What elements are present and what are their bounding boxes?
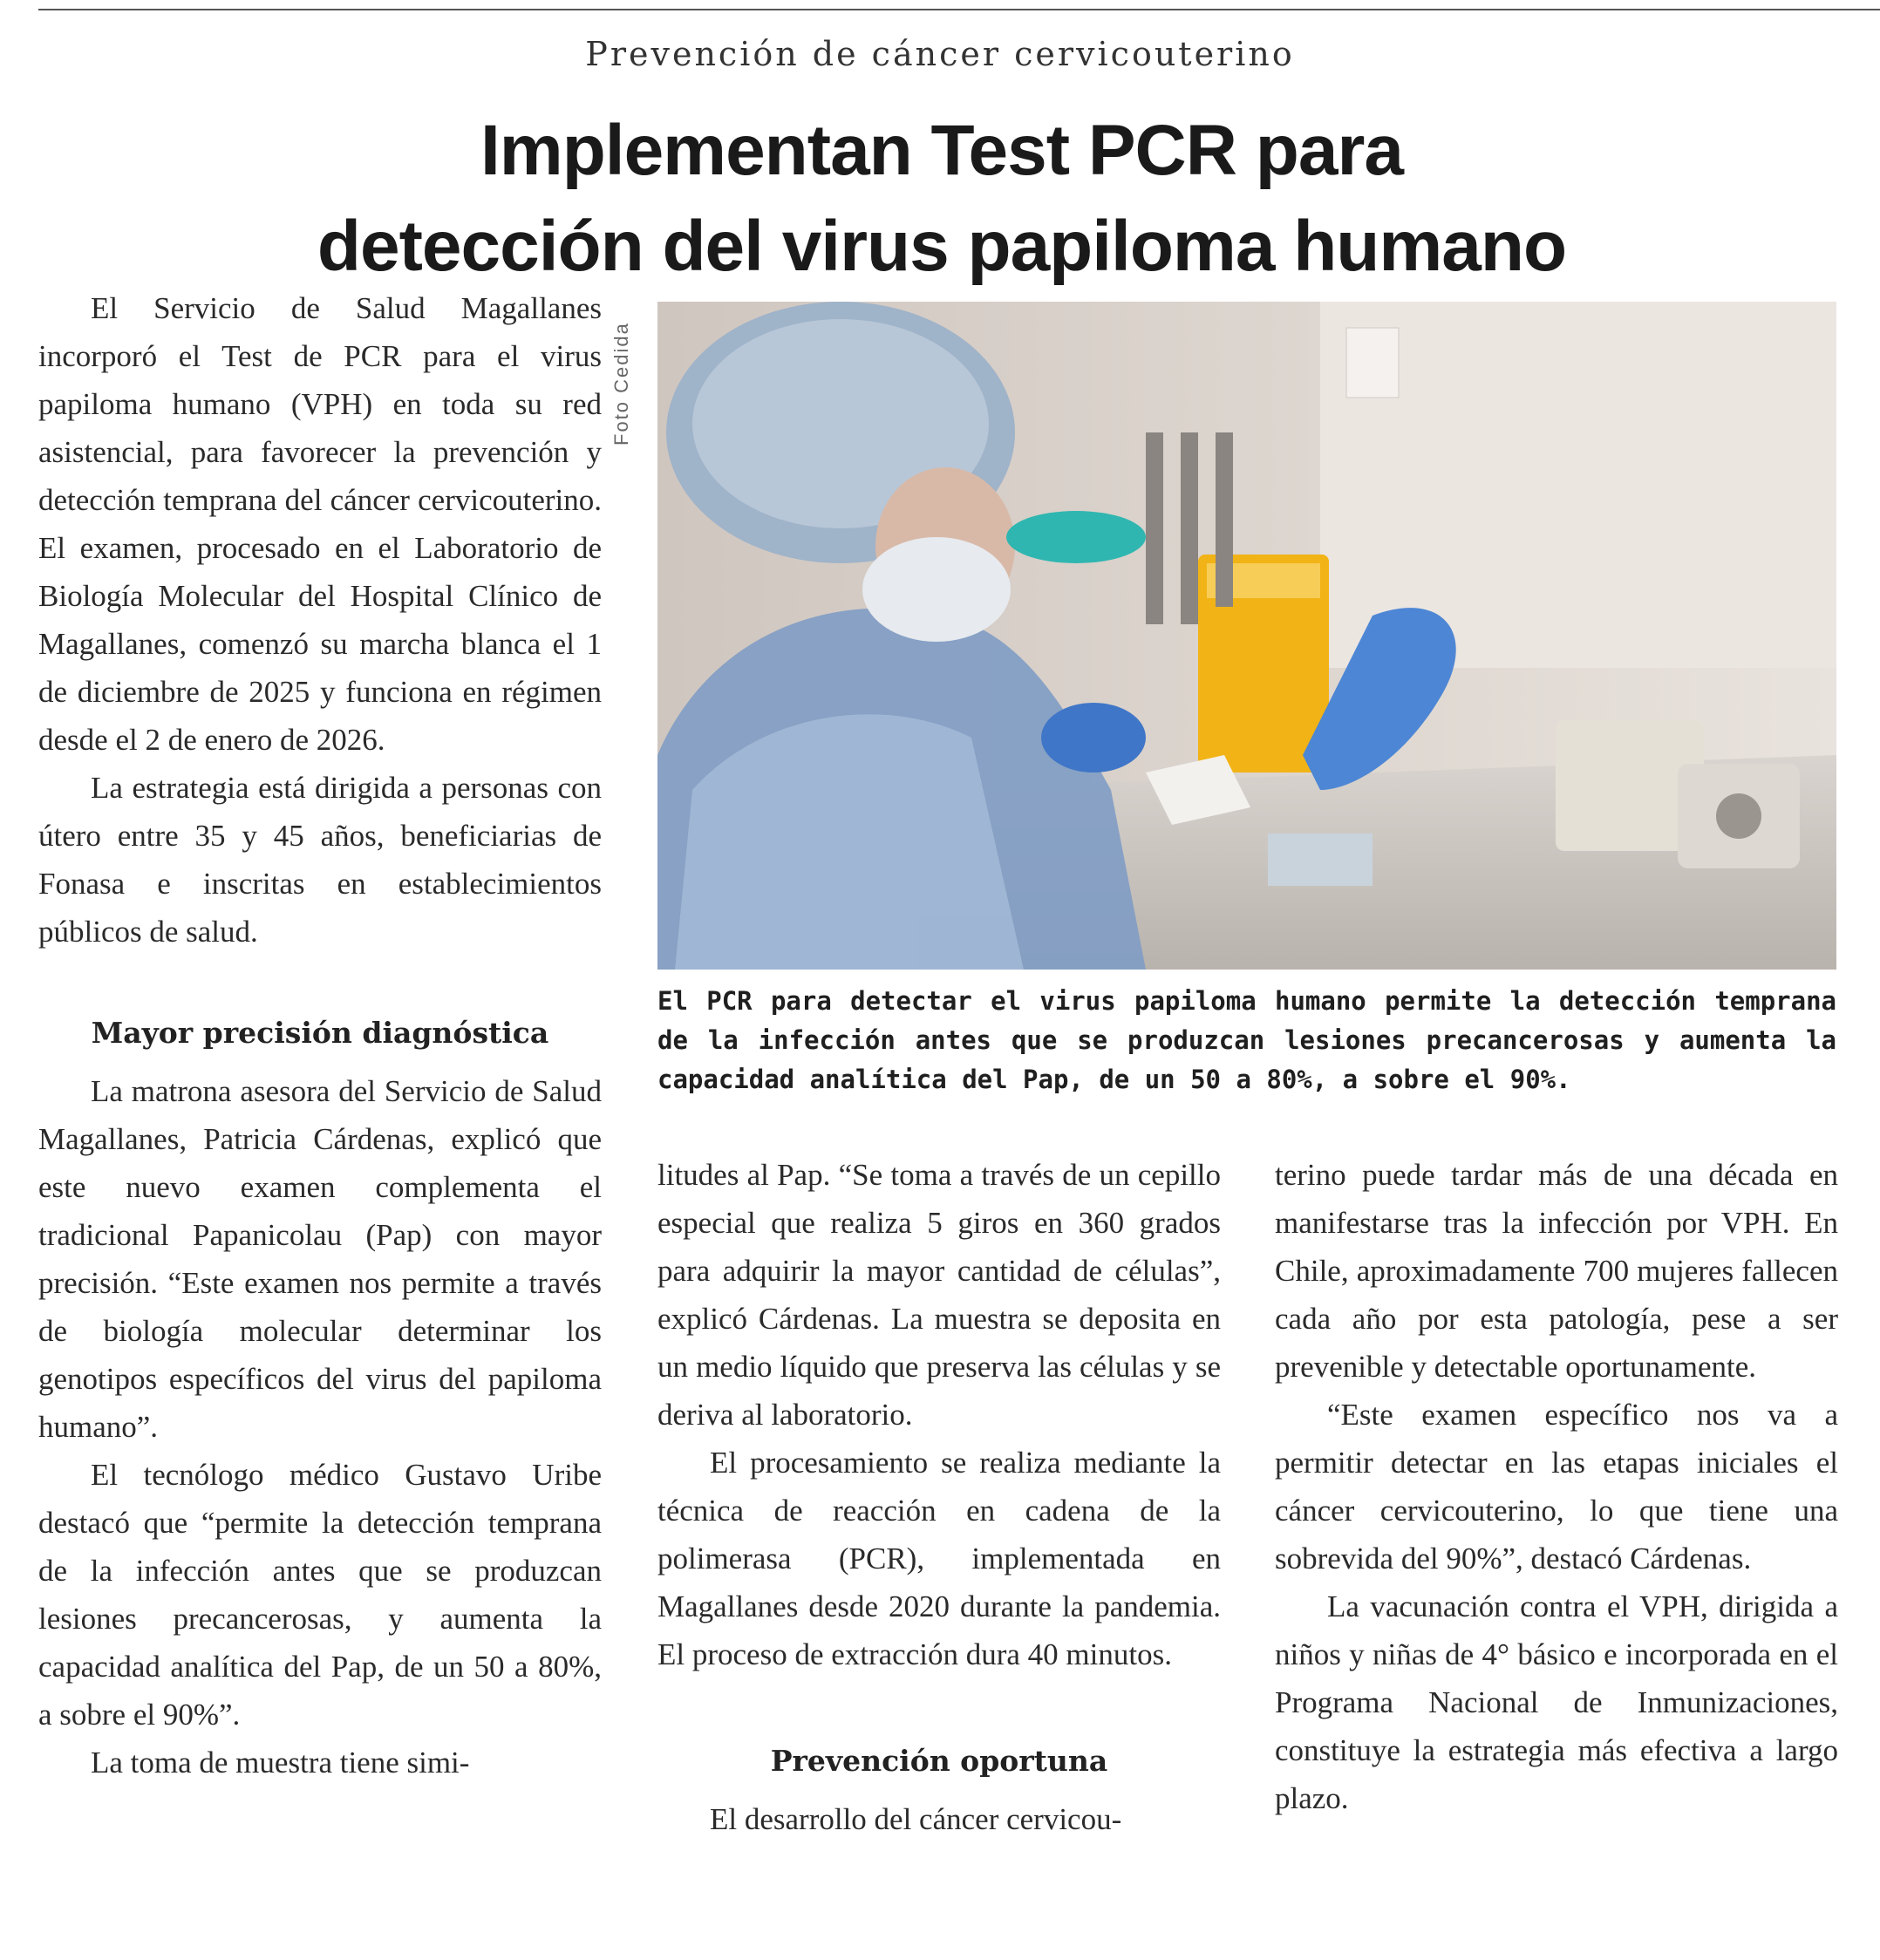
photo-caption: El PCR para detectar el virus papiloma humano permite la detección temprana de la infección antes que se produzcan lesiones precancerosas y aumenta la capacidad analítica del Pap, de un 50 a 80%, a sobre el 90%. <box>657 986 1836 1094</box>
article-column-1 <box>38 284 602 1786</box>
top-rule <box>38 9 1880 10</box>
paragraph: La vacunación contra el VPH, dirigida a niños y niñas de 4° básico e incorporada en el Programa Nacional de Inmunizaciones, constituye la estrategia más efectiva a largo plazo. <box>1275 1589 1838 1815</box>
article-column-2 <box>657 1151 1221 1843</box>
paragraph: La matrona asesora del Servicio de Salud Magallanes, Patricia Cárdenas, explicó que este nuevo examen complementa el tradicional Papanicolau (Pap) con mayor precisión. “Este examen nos permite a través de biología molecular determinar los genotipos específicos del virus del papiloma humano”. <box>38 1074 602 1444</box>
lab-photo <box>657 302 1836 970</box>
paragraph: litudes al Pap. “Se toma a través de un cepillo especial que realiza 5 giros en 360 grados para adquirir la mayor cantidad de células”, explicó Cárdenas. La muestra se deposita en un medio líquido que preserva las células y se deriva al laboratorio. <box>657 1158 1221 1432</box>
headline <box>174 103 1709 295</box>
subheading: Prevención oportuna <box>770 1744 1108 1778</box>
paragraph: La toma de muestra tiene simi- <box>91 1746 470 1780</box>
photo-credit: Foto Cedida <box>610 322 632 446</box>
paragraph: La estrategia está dirigida a personas con útero entre 35 y 45 años, beneficiarias de Fonasa e inscritas en establecimientos públicos de salud. <box>38 771 602 949</box>
paragraph: “Este examen específico nos va a permitir detectar en las etapas iniciales el cáncer cervicouterino, lo que tiene una sobrevida del 90%”, destacó Cárdenas. <box>1275 1398 1838 1575</box>
paragraph: El tecnólogo médico Gustavo Uribe destacó que “permite la detección temprana de la infección antes que se produzcan lesiones precancerosas, y aumenta la capacidad analítica del Pap, de un 50 a 80%, a sobre el 90%”. <box>38 1458 602 1732</box>
paragraph: El procesamiento se realiza mediante la técnica de reacción en cadena de la polimerasa (PCR), implementada en Magallanes desde 2020 durante la pandemia. El proceso de extracción dura 40 minutos. <box>657 1446 1221 1671</box>
subheading: Mayor precisión diagnóstica <box>91 1016 549 1050</box>
paragraph: El desarrollo del cáncer cervicou- <box>710 1802 1122 1836</box>
section-kicker: Prevención de cáncer cervicouterino <box>585 35 1295 73</box>
paragraph: terino puede tardar más de una década en manifestarse tras la infección por VPH. En Chile, aproximadamente 700 mujeres fallecen cada año por esta patología, pese a ser prevenible y detectable oportunamente. <box>1275 1158 1838 1384</box>
headline-line-2: detección del virus papiloma humano <box>317 207 1567 286</box>
paragraph: El Servicio de Salud Magallanes incorporó el Test de PCR para el virus papiloma humano (VPH) en toda su red asistencial, para favorecer la prevención y detección temprana del cáncer cervicouterino. El examen, procesado en el Laboratorio de Biología Molecular del Hospital Clínico de Magallanes, comenzó su marcha blanca el 1 de diciembre de 2025 y funciona en régimen desde el 2 de enero de 2026. <box>38 291 602 757</box>
article-column-3 <box>1275 1151 1838 1822</box>
headline-line-1: Implementan Test PCR para <box>480 111 1403 190</box>
lab-photo-illustration <box>657 302 1836 970</box>
